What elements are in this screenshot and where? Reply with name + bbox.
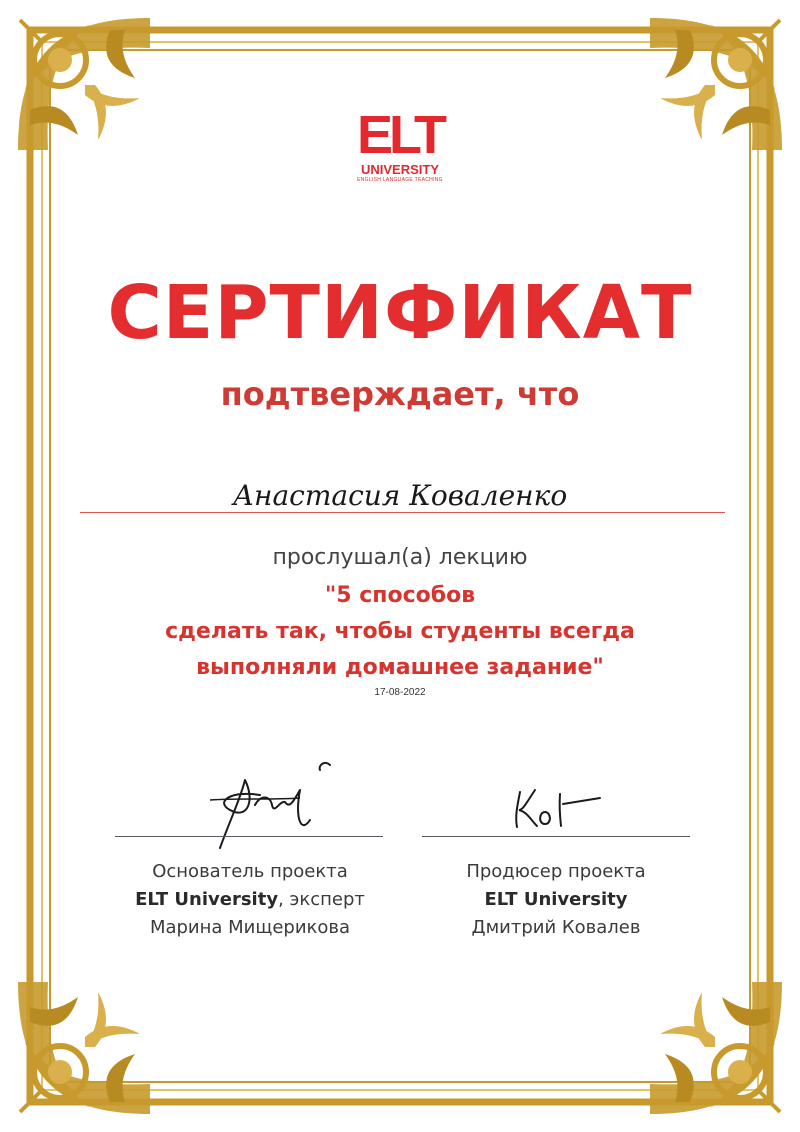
logo-mark: ELT xyxy=(357,105,443,165)
founder-org-line xyxy=(100,886,400,914)
founder-signature-line xyxy=(115,836,383,837)
logo-name: UNIVERSITY xyxy=(360,162,439,177)
producer-signature-icon xyxy=(505,782,605,832)
founder-role-suffix: , эксперт xyxy=(278,889,365,910)
lecture-title-line: "5 способов xyxy=(324,583,476,608)
lecture-title-line: выполняли домашнее задание" xyxy=(196,655,604,680)
producer-signature-block xyxy=(406,858,706,942)
founder-name: Марина Мищерикова xyxy=(149,917,351,938)
founder-org: ELT University xyxy=(135,889,279,910)
elt-university-logo xyxy=(340,105,460,190)
producer-org-line xyxy=(406,886,706,914)
founder-signature-icon xyxy=(200,760,340,855)
logo-tagline: ENGLISH LANGUAGE TEACHING xyxy=(357,177,443,183)
certificate-title: СЕРТИФИКАТ xyxy=(107,270,693,356)
producer-signature-line xyxy=(422,836,690,837)
lecture-title-line: сделать так, чтобы студенты всегда xyxy=(165,619,635,644)
producer-role: Продюсер проекта xyxy=(466,861,646,882)
certificate-subtitle: подтверждает, что xyxy=(220,375,580,413)
producer-org: ELT University xyxy=(484,889,628,910)
corner-scroll-ornament xyxy=(18,18,150,150)
producer-name: Дмитрий Ковалев xyxy=(471,917,641,938)
certificate-date: 17-08-2022 xyxy=(374,687,426,698)
name-underline xyxy=(80,512,725,513)
founder-signature-block xyxy=(100,858,400,942)
listened-text: прослушал(а) лекцию xyxy=(272,545,528,570)
recipient-name: Анастасия Коваленко xyxy=(232,479,568,512)
founder-role: Основатель проекта xyxy=(152,861,348,882)
lecture-title xyxy=(0,578,800,686)
